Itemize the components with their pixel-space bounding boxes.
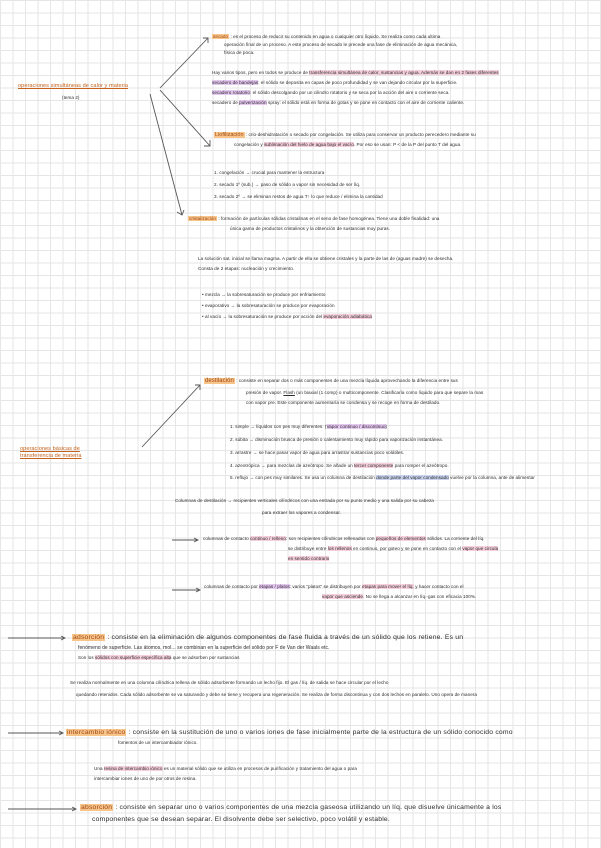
dest-c2f: vapor que asciende xyxy=(322,594,363,599)
dest-s1 xyxy=(230,424,600,430)
crist-label: cristalización xyxy=(189,216,216,221)
ads-line2: fenómeno de superficie. Las átomos, mol... se combinan en la superficie del sólido por F de Van der Waals etc. xyxy=(78,645,330,651)
dest-s4b: tercer componente xyxy=(354,463,394,468)
ads-line1: : consiste en la eliminación de algunos componentes de fase fluida a través de un sólido que los retiene. Es un xyxy=(107,634,464,641)
secado-bullet1 xyxy=(212,80,597,86)
crist-para1: La solución sat. inicial se llama magma. A partir de ella se obtiene cristales y la parte de las de (aguas madre) se desecha. xyxy=(198,256,454,261)
dest-s3: 3. arrastre → se hace pasar vapor de agua para arrastrar sustancias poco volátiles. xyxy=(230,450,405,455)
inter-line2: fomentos de un intercambiador iónico. xyxy=(118,740,198,745)
secado-line4a: Hay varios tipos, pero en todos se produce de xyxy=(212,70,308,75)
inter-line3 xyxy=(94,766,594,772)
dest-line3: con vapor pre. Este componente aumentaría se condensa y se recoge en forma de destilado. xyxy=(246,400,441,405)
ads-block xyxy=(72,633,597,643)
secado-label: secado xyxy=(213,34,229,39)
dest-c2g: . No se llega a alcanzar en líq.-gas con eficacia 100%. xyxy=(363,594,477,599)
dest-block xyxy=(204,378,599,384)
abs-block xyxy=(80,803,595,813)
dest-c2-line2 xyxy=(322,594,598,600)
dest-s4a: 4. azeotrópica → para mezclas de azeótropo. Se añade un xyxy=(230,463,353,468)
dest-s5b: donde parte del vapor condensado xyxy=(376,475,449,480)
b3-c: spray xyxy=(267,100,280,105)
dest-line2a: presión de vapor. xyxy=(246,390,284,395)
dest-c1c: : son recipientes cilíndricos rellenados con xyxy=(285,536,375,541)
dest-c1g: los rellenos xyxy=(327,546,352,551)
liof-step3: 3. secado 2º → se eliminan restos de agua T↑ lo que reduce / elimina la cantidad xyxy=(214,194,383,199)
b1-text: : el sólido se deposita en capas de poco profundidad y se van dejando circular por la superficie. xyxy=(258,80,458,85)
liof-step1: 1. congelación → crucial para mantener la estructura xyxy=(214,170,325,175)
abs-label: absorción xyxy=(81,804,113,811)
heading-text: operaciones simultáneas de calor y materia xyxy=(18,83,128,89)
inter-line1: : consiste en la sustitución de uno o varios iones de fase inicialmente parte de la estructura de un sólido conocido como xyxy=(128,729,513,736)
dest-c1 xyxy=(203,536,598,542)
dest-line2c: (un biaxial (1 comp) o multicomponente. Clasificaría como líquido para que separe la mas xyxy=(294,390,484,395)
b3-b: pulverización xyxy=(239,100,267,105)
secado-block xyxy=(212,34,597,40)
secado-line3: física de poca. xyxy=(224,50,255,55)
dest-c1j: en sentido contrario xyxy=(288,556,330,561)
secado-line4 xyxy=(212,70,601,76)
dest-c1f: se distribuye entre xyxy=(288,546,327,551)
section-title-heat-mass xyxy=(18,83,128,90)
liof-block xyxy=(214,132,599,138)
b3-d: : el sólido está en forma de gotas y se pone en contacto con el aire de corriente caliente. xyxy=(279,100,465,105)
crist-line1: : formación de partículas sólidas cristalinas en el seno de fase homogénea. Tiene una doble finalidad: una xyxy=(218,216,440,221)
ads-label: adsorción xyxy=(73,634,105,641)
crist-m3a: • al vacío → la sobresaturación se produce por acción del xyxy=(202,314,323,319)
ads-para1: Se realiza normalmente en una columna cilíndrica rellena de sólido adsorbente formando un lecho fijo. El gas / líq. de salida se hace circular por el lecho xyxy=(70,680,389,685)
inter-line3a: Una xyxy=(94,766,103,771)
dest-c1i: vapor que circula xyxy=(462,546,499,551)
abs-line2: componentes que se desean separar. El disolvente debe ser selectivo, poco volátil y estable. xyxy=(92,816,390,823)
dest-s4c: para romper el azeótropo. xyxy=(393,463,449,468)
dest-line2b: Flash xyxy=(283,390,295,395)
dest-c2d: etapas para mover el líq. xyxy=(362,584,414,589)
ads-para2: quedando retenidos. Cada sólido adsorbente se va saturando y debe se tiene y recupera una regeneración. Se realiza de forma discontinua y con dos lechos en paralelo. Uno opera de manera xyxy=(76,692,477,697)
liof-line2c: . Por eso se usan: P < de la P del punto T del agua. xyxy=(353,142,462,147)
secado-line2: operación final de un proceso. A este proceso de secado le precede una fase de eliminación de agua mecánica, xyxy=(224,42,458,47)
dest-s2: 2. súbita → disminución brusca de presión o calentamiento muy rápido para vaporización instantánea. xyxy=(230,437,444,442)
crist-para2: Consta de 2 etapas: nucleación y crecimiento. xyxy=(198,266,295,271)
liof-step2: 2. secado 1º (sub.) → paso de sólido a vapor sin necesidad de ser líq. xyxy=(214,182,361,187)
inter-line4: intercambiar iones de uno de por otros de resina. xyxy=(94,776,197,781)
dest-line2 xyxy=(246,390,598,396)
dest-s5a: 5. reflujo → con pes muy similares. Se usa un columna de destilación xyxy=(230,475,375,480)
inter-label: intercambio iónico xyxy=(67,729,126,736)
crist-m1: • mezcla → la sobresaturación se produce por enfriamiento xyxy=(202,292,326,297)
dest-s1c: ) xyxy=(385,424,388,429)
heading2-line1: operaciones básicas de xyxy=(20,446,80,452)
secado-line4b: transferencia simultánea de calor, sustancias y agua. Además se dan en 2 fases diferentes xyxy=(309,70,499,75)
inter-block xyxy=(66,728,596,738)
dest-c1e: sólidos. La corriente del líq. xyxy=(427,536,485,541)
dest-c1a: columnas de contacto xyxy=(203,536,249,541)
inter-line3b: resina de intercambio iónico xyxy=(103,766,163,771)
dest-c2e: y hacer contacto con el xyxy=(415,584,464,589)
crist-m3b: evaporación adiabática xyxy=(323,314,372,319)
dest-c1b: continuo / relleno xyxy=(250,536,286,541)
liof-line2 xyxy=(234,142,599,148)
crist-line2: única gama de productos cristalinos y la obtención de sustancias muy puras. xyxy=(230,226,391,231)
dest-s4 xyxy=(230,463,600,469)
inter-line3c: es un material sólido que se utiliza en procesos de purificación y tratamiento del agua o para xyxy=(163,766,357,771)
b3-a: secadero de xyxy=(212,100,238,105)
dest-c2c: : varios "platos" se distribuyen por xyxy=(289,584,361,589)
dest-c1-line2 xyxy=(288,546,598,552)
dest-c2b: etapas / platos xyxy=(259,584,290,589)
abs-line1: : consiste en separar uno o varios componentes de una mezcla gaseosa utilizando un líq. que disuelve únicamente a los xyxy=(115,804,502,811)
crist-m3 xyxy=(202,314,372,320)
dest-line1: : consiste en separar dos o más componentes de una mezcla líquida aprovechando la diferencia entre sus xyxy=(236,378,458,383)
ads-line3b: sólidos con superficie específica alta xyxy=(95,655,172,660)
dest-col2: para extraer los vapores a condensar. xyxy=(262,510,341,515)
dest-c1-line3 xyxy=(288,556,329,562)
ads-line3c: que se adsorben por sustancias xyxy=(172,655,240,660)
dest-s5c: vuelve por la columna, ante de alimentar xyxy=(450,475,535,480)
secado-line1: : es el proceso de reducir su contenido en agua o cualquier otro líquido. Se realiza como cada ultima xyxy=(230,34,441,39)
dest-c1d: pequeños de elementos xyxy=(375,536,426,541)
ads-line3a: Son los xyxy=(78,655,94,660)
dest-col1: Columnas de destilación → recipientes verticales cilíndricos con una entrada por su punto medio y una salida por su cabeza xyxy=(175,498,434,503)
dest-label: destilación xyxy=(205,378,234,384)
secado-bullet2 xyxy=(212,90,597,96)
secado-bullet3 xyxy=(212,100,597,106)
heading2-line2: transferencia de materia xyxy=(20,453,82,459)
dest-c1h: en continuo, por goteo y se pone en contacto con el xyxy=(353,546,462,551)
liof-line1: : crio-deshidratación o secado por congelación. Se utiliza para conservar un producto perecedero mediante su xyxy=(245,132,476,137)
dest-s5 xyxy=(230,475,600,481)
liof-label: Liofilización xyxy=(215,132,244,138)
dest-c2 xyxy=(204,584,599,590)
dest-c2a: columnas de contacto por xyxy=(204,584,258,589)
liof-line2a: congelación y xyxy=(234,142,263,147)
crist-m2: • evaporativo → la sobresaturación se produce por evaporación xyxy=(202,303,335,308)
crist-block xyxy=(188,216,598,222)
liof-line2b: sublimación del hielo de agua bajo el vacío xyxy=(264,142,354,147)
section-subtitle: (tema 2) xyxy=(62,95,80,100)
section-title-mass-transfer xyxy=(20,446,140,460)
ads-line3 xyxy=(78,655,598,661)
b2-label: secadero rotatorio xyxy=(212,90,250,95)
b2-text: : el sólido descolgando por un cilindro rotatorio y se seca por la acción del aire o corriente seca. xyxy=(249,90,450,95)
b1-label: secadero de bandejas xyxy=(212,80,259,85)
dest-s1b: Vapor continuo / discontinuo xyxy=(326,424,386,429)
dest-s1a: 1. simple → líquidos con pes muy diferentes. ( xyxy=(230,424,327,429)
